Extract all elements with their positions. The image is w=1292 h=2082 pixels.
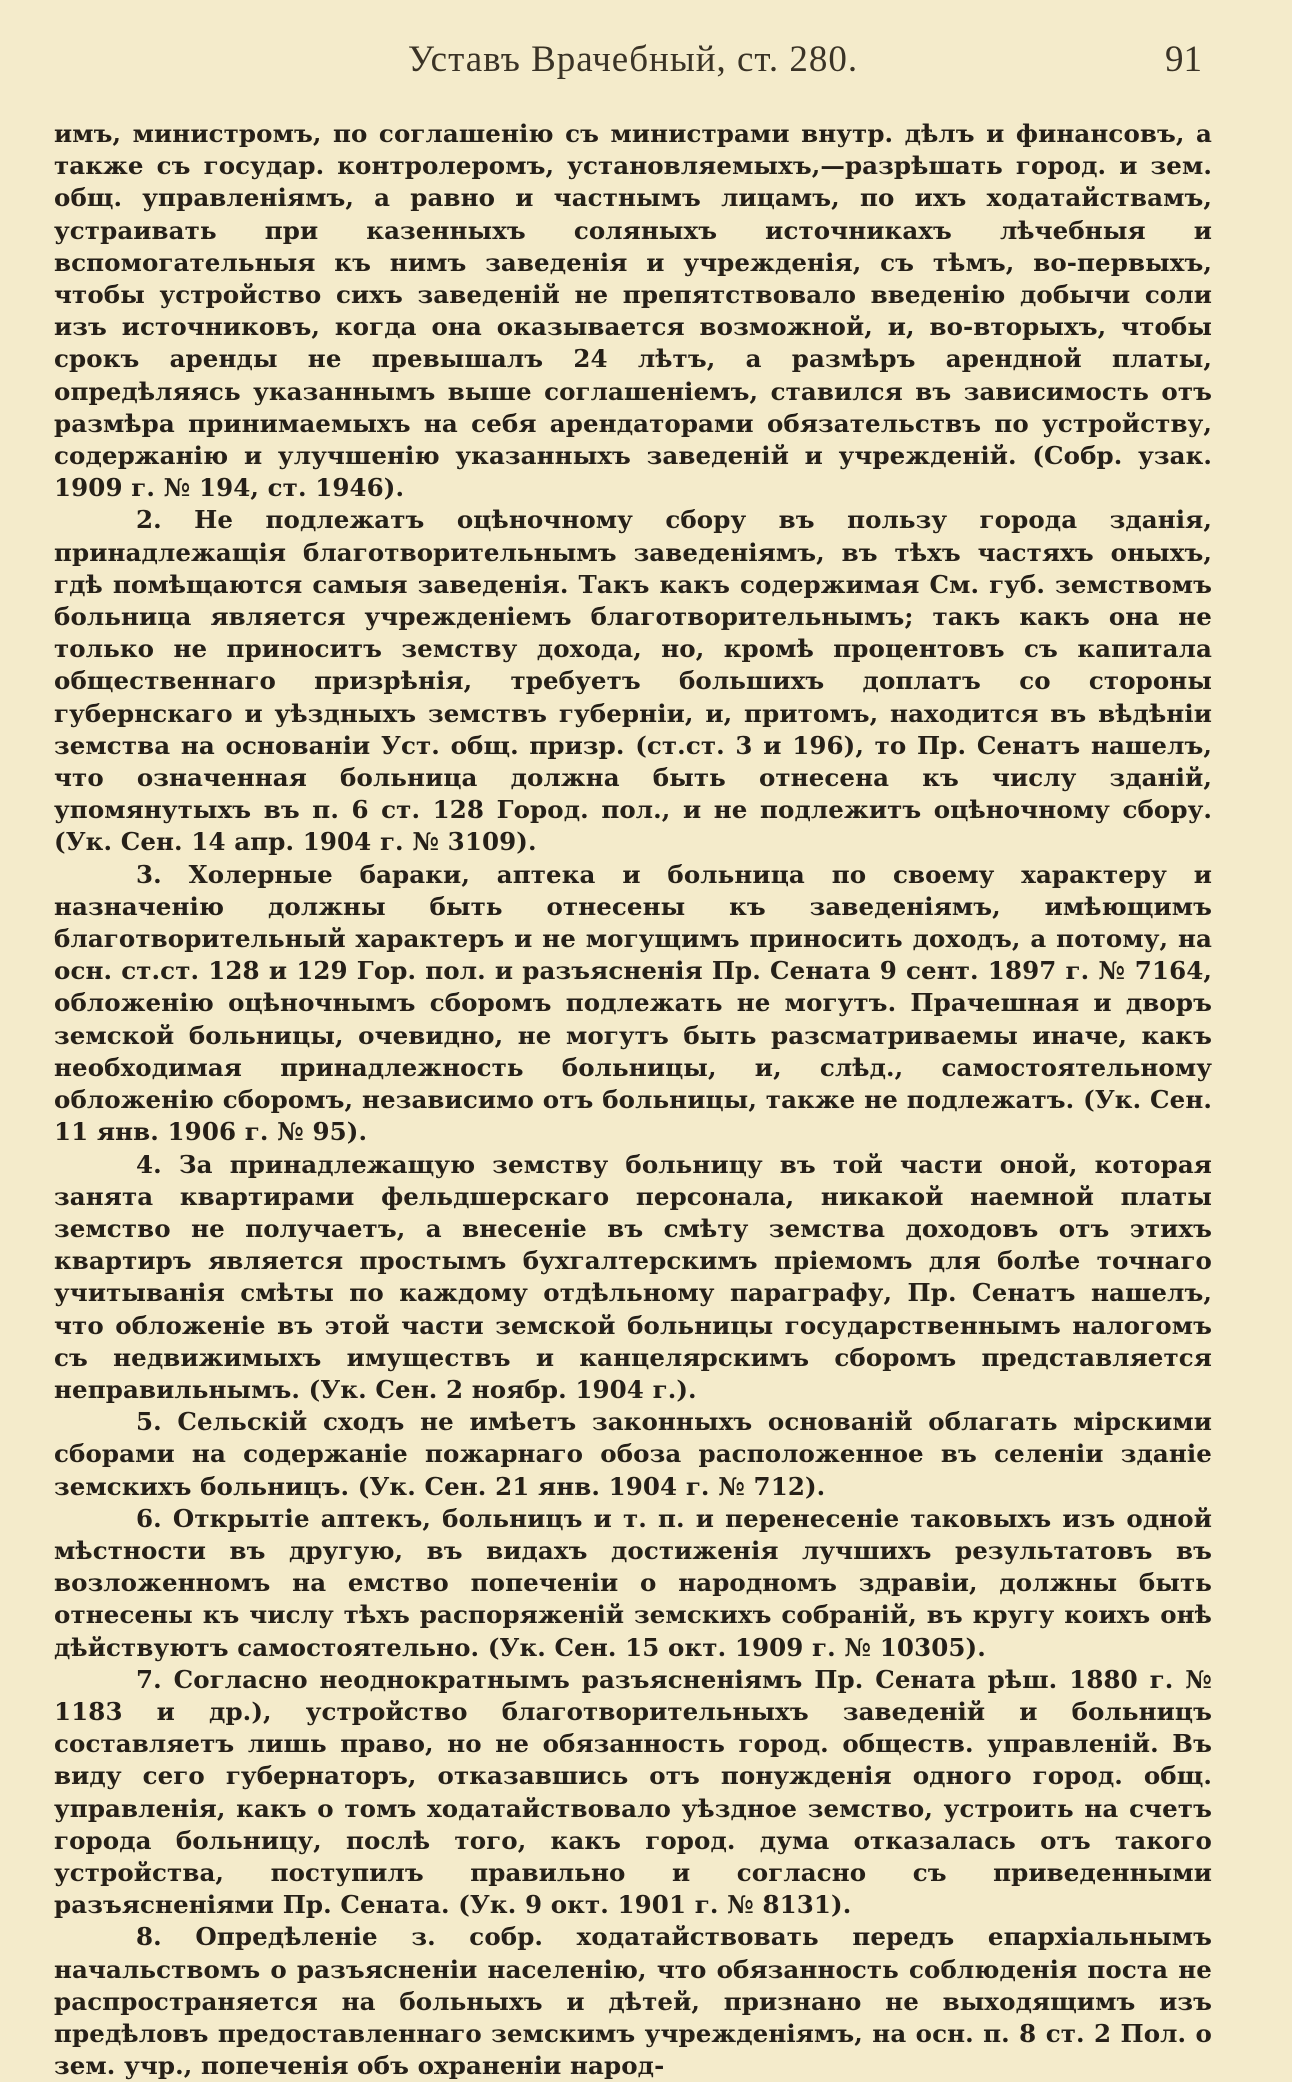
running-title: Уставъ Врачебный, ст. 280. (407, 39, 859, 80)
body-text (54, 118, 1212, 2082)
paragraph-5: 5. Сельскій сходъ не имѣетъ законныхъ основаній облагать мірскими сборами на содержаніе пожарнаго обоза расположенное въ селеніи зданіе земскихъ больницъ. (Ук. Сен. 21 янв. 1904 г. № 712). (54, 1407, 1212, 1501)
paragraph-7: 7. Согласно неоднократнымъ разъясненіямъ Пр. Сената рѣш. 1880 г. № 1183 и др.), устройство благотворительныхъ заведеній и больницъ составляетъ лишь право, но не обязанность город. обществ. управленій. Въ виду сего губернаторъ, отказавшись отъ понужденія одного город. общ. управленія, какъ о томъ ходатайствовало уѣздное земство, устроить на счетъ города больницу, послѣ того, какъ город. дума отказалась отъ такого устройства, поступилъ правильно и согласно съ приведенными разъясненіями Пр. Сената. (Ук. 9 окт. 1901 г. № 8131). (54, 1664, 1212, 1920)
page-number: 91 (1165, 39, 1202, 80)
paragraph-2: 2. Не подлежатъ оцѣночному сбору въ пользу города зданія, принадлежащія благотворительнымъ заведеніямъ, въ тѣхъ частяхъ оныхъ, гдѣ помѣщаются самыя заведенія. Такъ какъ содержимая См. губ. земствомъ больница является учрежденіемъ благотворительнымъ; такъ какъ она не только не приноситъ земству дохода, но, кромѣ процентовъ съ капитала общественнаго призрѣнія, требуетъ большихъ доплатъ со стороны губернскаго и уѣздныхъ земствъ губерніи, и, притомъ, находится въ вѣдѣніи земства на основаніи Уст. общ. призр. (ст.ст. 3 и 196), то Пр. Сенатъ нашелъ, что означенная больница должна быть отнесена къ числу зданій, упомянутыхъ въ п. 6 ст. 128 Город. пол., и не подлежитъ оцѣночному сбору. (Ук. Сен. 14 апр. 1904 г. № 3109). (54, 505, 1212, 857)
paragraph-4: 4. За принадлежащую земству больницу въ той части оной, которая занята квартирами фельдшерскаго персонала, никакой наемной платы земство не получаетъ, а внесеніе въ смѣту земства доходовъ отъ этихъ квартиръ является простымъ бухгалтерскимъ пріемомъ для болѣе точнаго учитыванія смѣты по каждому отдѣльному параграфу, Пр. Сенатъ нашелъ, что обложеніе въ этой части земской больницы государственнымъ налогомъ съ недвижимыхъ имуществъ и канцелярскимъ сборомъ представляется неправильнымъ. (Ук. Сен. 2 ноябр. 1904 г.). (54, 1149, 1212, 1404)
paragraph-3: 3. Холерные бараки, аптека и больница по своему характеру и назначенію должны быть отнесены къ заведеніямъ, имѣющимъ благотворительный характеръ и не могущимъ приносить доходъ, а потому, на осн. ст.ст. 128 и 129 Гор. пол. и разъясненія Пр. Сената 9 сент. 1897 г. № 7164, обложенію оцѣночнымъ сборомъ подлежать не могутъ. Прачешная и дворъ земской больницы, очевидно, не могутъ быть разсматриваемы иначе, какъ необходимая принадлежность больницы, и, слѣд., самостоятельному обложенію сборомъ, независимо отъ больницы, также не подлежатъ. (Ук. Сен. 11 янв. 1906 г. № 95). (54, 859, 1212, 1147)
paragraph-8: 8. Опредѣленіе з. собр. ходатайствовать передъ епархіальнымъ начальствомъ о разъясненіи населенію, что обязанность соблюденія поста не распространяется на больныхъ и дѣтей, признано не выходящимъ изъ предѣловъ предоставленнаго земскимъ учрежденіямъ, на осн. п. 8 ст. 2 Пол. о зем. учр., попеченія объ охраненіи народ- (54, 1922, 1212, 2081)
running-header (54, 38, 1212, 94)
paragraph-continuation: имъ, министромъ, по соглашенію съ министрами внутр. дѣлъ и финансовъ, а также съ государ. контролеромъ, установляемыхъ,—разрѣшать город. и зем. общ. управленіямъ, а равно и частнымъ лицамъ, по ихъ ходатайствамъ, устраивать при казенныхъ соляныхъ источникахъ лѣчебныя и вспомогательныя къ нимъ заведенія и учрежденія, съ тѣмъ, во-первыхъ, чтобы устройство сихъ заведеній не препятствовало введенію добычи соли изъ источниковъ, когда она оказывается возможной, и, во-вторыхъ, чтобы срокъ аренды не превышалъ 24 лѣтъ, а размѣръ арендной платы, опредѣляясь указаннымъ выше соглашеніемъ, ставился въ зависимость отъ размѣра принимаемыхъ на себя арендаторами обязательствъ по устройству, содержанію и улучшенію указанныхъ заведеній и учрежденій. (Собр. узак. 1909 г. № 194, ст. 1946). (54, 119, 1212, 503)
paragraph-6: 6. Открытіе аптекъ, больницъ и т. п. и перенесеніе таковыхъ изъ одной мѣстности въ другую, въ видахъ достиженія лучшихъ результатовъ въ возложенномъ на емство попеченіи о народномъ здравіи, должны быть отнесены къ числу тѣхъ распоряженій земскихъ собраній, въ кругу коихъ онѣ дѣйствуютъ самостоятельно. (Ук. Сен. 15 окт. 1909 г. № 10305). (54, 1503, 1212, 1662)
